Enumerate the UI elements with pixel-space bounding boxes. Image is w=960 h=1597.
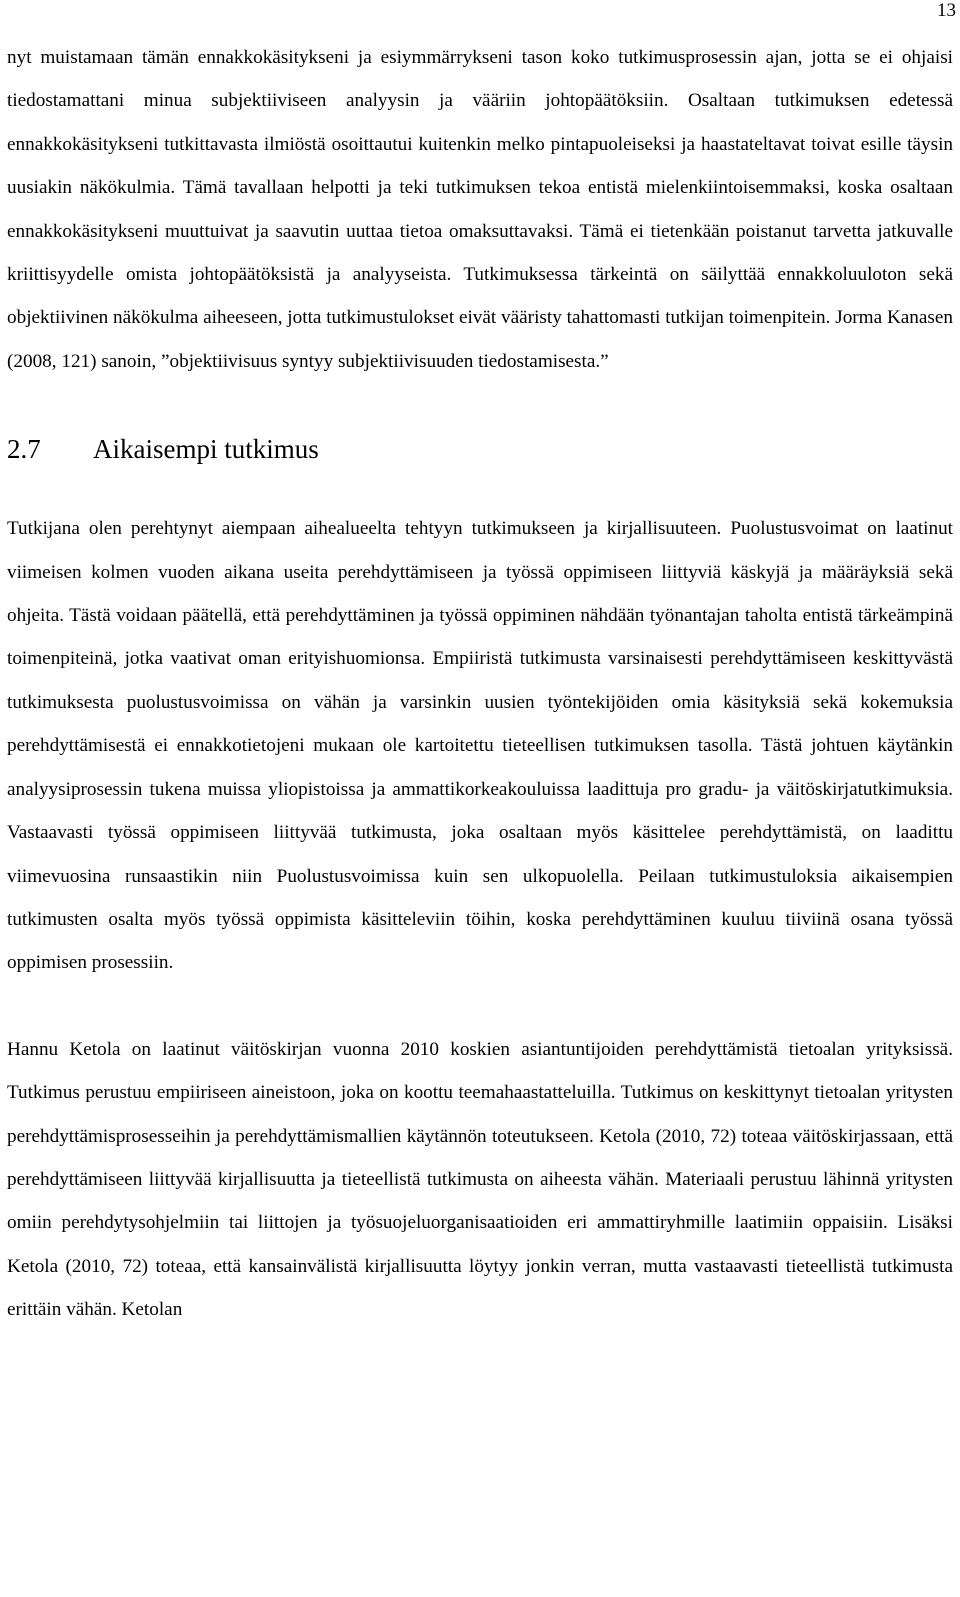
- paragraph-ketola: Hannu Ketola on laatinut väitöskirjan vuonna 2010 koskien asiantuntijoiden perehdyttämistä tietoalan yrityksissä. Tutkimus perustuu empiiriseen aineistoon, joka on koottu teemahaastatteluilla. Tutkimus on keskittynyt tietoalan yritysten perehdyttämisprosesseihin ja perehdyttämismallien käytännön toteutukseen. Ketola (2010, 72) toteaa väitöskirjassaan, että perehdyttämiseen liittyvää kirjallisuutta ja tieteellistä tutkimusta on aiheesta vähän. Materiaali perustuu lähinnä yritysten omiin perehdytysohjelmiin tai liittojen ja työsuojeluorganisaatioiden eri ammattiryhmille laatimiin oppaisiin. Lisäksi Ketola (2010, 72) toteaa, että kansainvälistä kirjallisuutta löytyy jonkin verran, mutta vastaavasti tieteellistä tutkimusta erittäin vähän. Ketolan: [7, 1038, 953, 1321]
- section-title: Aikaisempi tutkimus: [93, 434, 319, 465]
- section-heading: [7, 425, 953, 473]
- page-number: 13: [937, 0, 956, 21]
- section-number: 2.7: [7, 434, 41, 465]
- document-body: [7, 36, 953, 1332]
- paragraph-methodology: nyt muistamaan tämän ennakkokäsitykseni ja esiymmärrykseni tason koko tutkimusprosessin ajan, jotta se ei ohjaisi tiedostamattani minua subjektiiviseen analyysin ja vääriin johtopäätöksiin. Osaltaan tutkimuksen edetessä ennakkokäsitykseni tutkittavasta ilmiöstä osoittautui kuitenkin melko pintapuoleiseksi ja haastateltavat toivat esille täysin uusiakin näkökulmia. Tämä tavallaan helpotti ja teki tutkimuksen tekoa entistä mielenkiintoisemmaksi, koska osaltaan ennakkokäsitykseni muuttuivat ja saavutin uuttaa tietoa omaksuttavaksi. Tämä ei tietenkään poistanut tarvetta jatkuvalle kriittisyydelle omista johtopäätöksistä ja analyyseista. Tutkimuksessa tärkeintä on säilyttää ennakkoluuloton sekä objektiivinen näkökulma aiheeseen, jotta tutkimustulokset eivät vääristy tahattomasti tutkijan toimenpitein. Jorma Kanasen (2008, 121) sanoin, ”objektiivisuus syntyy subjektiivisuuden tiedostamisesta.”: [7, 47, 953, 372]
- paragraph-prior-research: Tutkijana olen perehtynyt aiempaan aihealueelta tehtyyn tutkimukseen ja kirjallisuuteen. Puolustusvoimat on laatinut viimeisen kolmen vuoden aikana useita perehdyttämiseen ja työssä oppimiseen liittyviä käskyjä ja määräyksiä sekä ohjeita. Tästä voidaan päätellä, että perehdyttäminen ja työssä oppiminen nähdään työnantajan taholta entistä tärkeämpinä toimenpiteinä, jotka vaativat oman erityishuomionsa. Empiiristä tutkimusta varsinaisesti perehdyttämiseen keskittyvästä tutkimuksesta puolustusvoimissa on vähän ja varsinkin uusien työntekijöiden omia käsityksiä sekä kokemuksia perehdyttämisestä ei ennakkotietojeni mukaan ole kartoitettu tieteellisen tutkimuksen tasolla. Tästä johtuen käytänkin analyysiprosessin tukena muissa yliopistoissa ja ammattikorkeakouluissa laadittuja pro gradu- ja väitöskirjatutkimuksia. Vastaavasti työssä oppimiseen liittyvää tutkimusta, joka osaltaan myös käsittelee perehdyttämistä, on laadittu viimevuosina runsaastikin niin Puolustusvoimissa kuin sen ulkopuolella. Peilaan tutkimustuloksia aikaisempien tutkimusten osalta myös työssä oppimista käsitteleviin töihin, koska perehdyttäminen kuuluu tiiviinä osana työssä oppimisen prosessiin.: [7, 518, 953, 974]
